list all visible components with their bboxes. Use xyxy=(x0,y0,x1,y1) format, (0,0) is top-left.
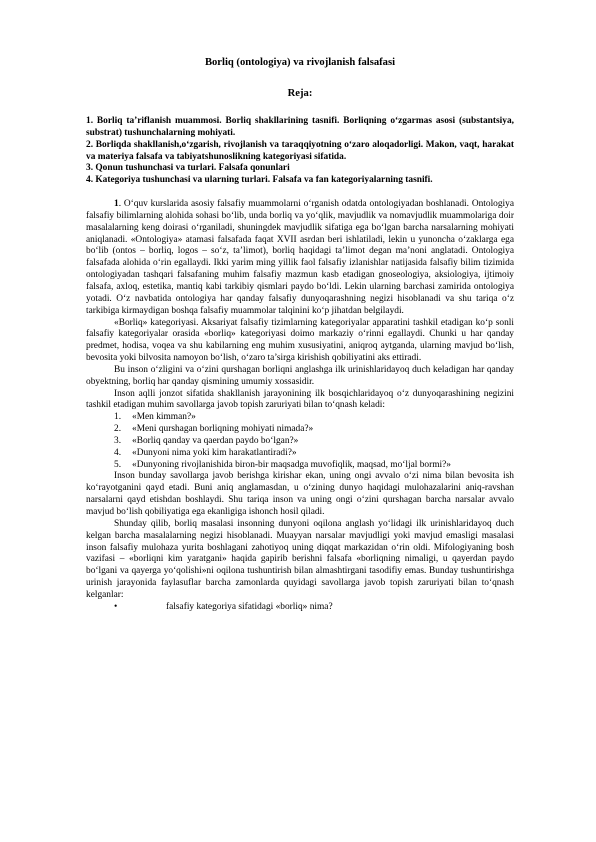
list-text: «Meni qurshagan borliqning mohiyati nimada?» xyxy=(132,424,314,435)
plan-item: 3. Qonun tushunchasi va turlari. Falsafa qonunlari xyxy=(86,163,290,174)
list-number: 5. xyxy=(114,459,122,470)
list-item xyxy=(86,460,514,472)
list-item xyxy=(86,436,514,448)
list-text: «Dunyoning rivojlanishida biron-bir maqsadga muvofiqlik, maqsad, mo‘ljal bormi?» xyxy=(132,459,451,470)
body-text xyxy=(86,199,514,614)
list-number: 4. xyxy=(114,447,122,458)
list-item xyxy=(86,424,514,436)
plan-list xyxy=(86,116,514,187)
list-number: 3. xyxy=(114,435,122,446)
paragraph: Bu inson o‘zligini va o‘zini qurshagan borliqni anglashga ilk urinishlaridayoq duch keladigan har qanday obyektning, borliq har qanday qismining umumiy xossasidir. xyxy=(86,364,514,387)
list-item xyxy=(86,602,514,614)
page-title: Borliq (ontologiya) va rivojlanish falsafasi xyxy=(204,57,396,68)
list-text: «Borliq qanday va qaerdan paydo bo‘lgan?» xyxy=(132,435,299,446)
question-list xyxy=(86,412,514,471)
list-number: 1. xyxy=(114,412,122,423)
plan-item: 1. Borliq ta’riflanish muammosi. Borliq shakllarining tasnifi. Borliqning o‘zgarmas asosi (substantsiya, substrat) tushunchalarning mohiyati. xyxy=(86,116,514,138)
paragraph xyxy=(86,199,514,317)
bullet-list xyxy=(86,602,514,614)
paragraph: Inson aqlli jonzot sifatida shakllanish jarayonining ilk bosqichlaridayoq o‘z dunyoqarashining negizini tashkil etadigan muhim savollarga javob topish zaruriyati bilan to‘qnash keladi: xyxy=(86,388,514,411)
list-text: «Dunyoni nima yoki kim harakatlantiradi?» xyxy=(132,447,297,458)
plan-item: 4. Kategoriya tushunchasi va ularning turlari. Falsafa va fan kategoriyalarning tasnifi. xyxy=(86,175,433,186)
list-text: falsafiy kategoriya sifatidagi «borliq» nima? xyxy=(166,601,333,612)
list-text: «Men kimman?» xyxy=(132,412,196,423)
paragraph-text: . O‘quv kurslarida asosiy falsafiy muammolarni o‘rganish odatda ontologiyadan boshlanadi. Ontologiya falsafiy bilimlarning alohida sohasi bo‘lib, unda borliq va yo‘qlik, mavjudlik va nomavjudlik muammolariga doir masalalarning keng doirasi o‘rganiladi, shuningdek mavjudlik sifatiga ega bo‘lgan barcha narsalarning mohiyati aniqlanadi. «Ontologiya» atamasi falsafada faqat XVII asrdan beri ishlatiladi, lekin u yunoncha o‘zaklarga ega bo‘lib (ontos – borliq, logos – so‘z, ta’limot), borliq haqidagi ta’limot degan ma’noni anglatadi. Ontologiya falsafada alohida o‘rin egallaydi. Ikki yarim ming yillik faol falsafiy izlanishlar natijasida falsafiy bilim tizimida ontologiyadan tashqari falsafaning muhim falsafiy mazmun kasb etadigan gnoseologiya, aksiologiya, ijtimoiy falsafa, axloq, estetika, mantiq kabi tarkibiy qismlari paydo bo‘ldi. Lekin ularning barchasi zamirida ontologiya yotadi. O‘z navbatida ontologiya har qanday falsafiy dunyoqarashning negizi hisoblanadi va shu tariqa o‘z tarkibiga kirmaydigan boshqa falsafiy muammolar talqinini ko‘p jihatdan belgilaydi. xyxy=(86,199,514,316)
list-number: 2. xyxy=(114,424,122,435)
paragraph: Inson bunday savollarga javob berishga kirishar ekan, uning ongi avvalo o‘zi nima bilan bevosita ish ko‘rayotganini qayd etadi. Buni aniq anglamasdan, u o‘zining dunyo haqidagi mulohazalarini aniq-ravshan narsalarni qayd etishdan boshlaydi. Shu tariqa inson va uning ongi o‘zini qurshagan barcha narsalar avvalo mavjud bo‘lish qobiliyatiga ega ekanligiga ishonch hosil qiladi. xyxy=(86,471,514,517)
section-number: 1 xyxy=(114,199,119,210)
list-item xyxy=(86,448,514,460)
plan-item: 2. Borliqda shakllanish,o‘zgarish, rivojlanish va taraqqiyotning o‘zaro aloqadorligi. Makon, vaqt, harakat va materiya falsafa va tabiyatshunoslikning kategoriyasi sifatida. xyxy=(86,139,514,162)
plan-heading: Reja: xyxy=(287,88,313,99)
paragraph: «Borliq» kategoriyasi. Aksariyat falsafiy tizimlarning kategoriyalar apparatini tashkil etadigan ko‘p sonli falsafiy kategoriyalar orasida «borliq» kategoriyasi doimo markaziy o‘rinni egallaydi. Chunki u har qanday predmet, hodisa, voqea va shu kabilarning eng muhim xususiyatini, aniqroq aytganda, ularning mavjud bo‘lish, bevosita yoki bilvosita namoyon bo‘lish, o‘zaro ta’sirga kirishish qobiliyatini aks ettiradi. xyxy=(86,317,514,364)
list-item xyxy=(86,412,514,424)
paragraph: Shunday qilib, borliq masalasi insonning dunyoni oqilona anglash yo‘lidagi ilk urinishlaridayoq duch kelgan barcha masalalarning negizi hisoblanadi. Muayyan narsalar mavjudligi yoki mavjud emasligi masalasi inson falsafiy mulohaza yurita boshlagani zahotiyoq uning diqqat markazidan o‘rin oldi. Mifologiyaning bosh vazifasi – «borliqni kim yaratgani» haqida gapirib berishni falsafa «borliqning nimaligi, u qayerdan paydo bo‘lgani va qayerga yo‘qolishi»ni oqilona tushuntirish bilan almashtirgani tasodifiy emas. Bunday tushuntirishga urinish jarayonida faylasuflar barcha zamonlarda quyidagi savollarga javob topish zaruriyati bilan to‘qnash kelganlar: xyxy=(86,518,514,600)
bullet-icon: • xyxy=(114,601,118,612)
